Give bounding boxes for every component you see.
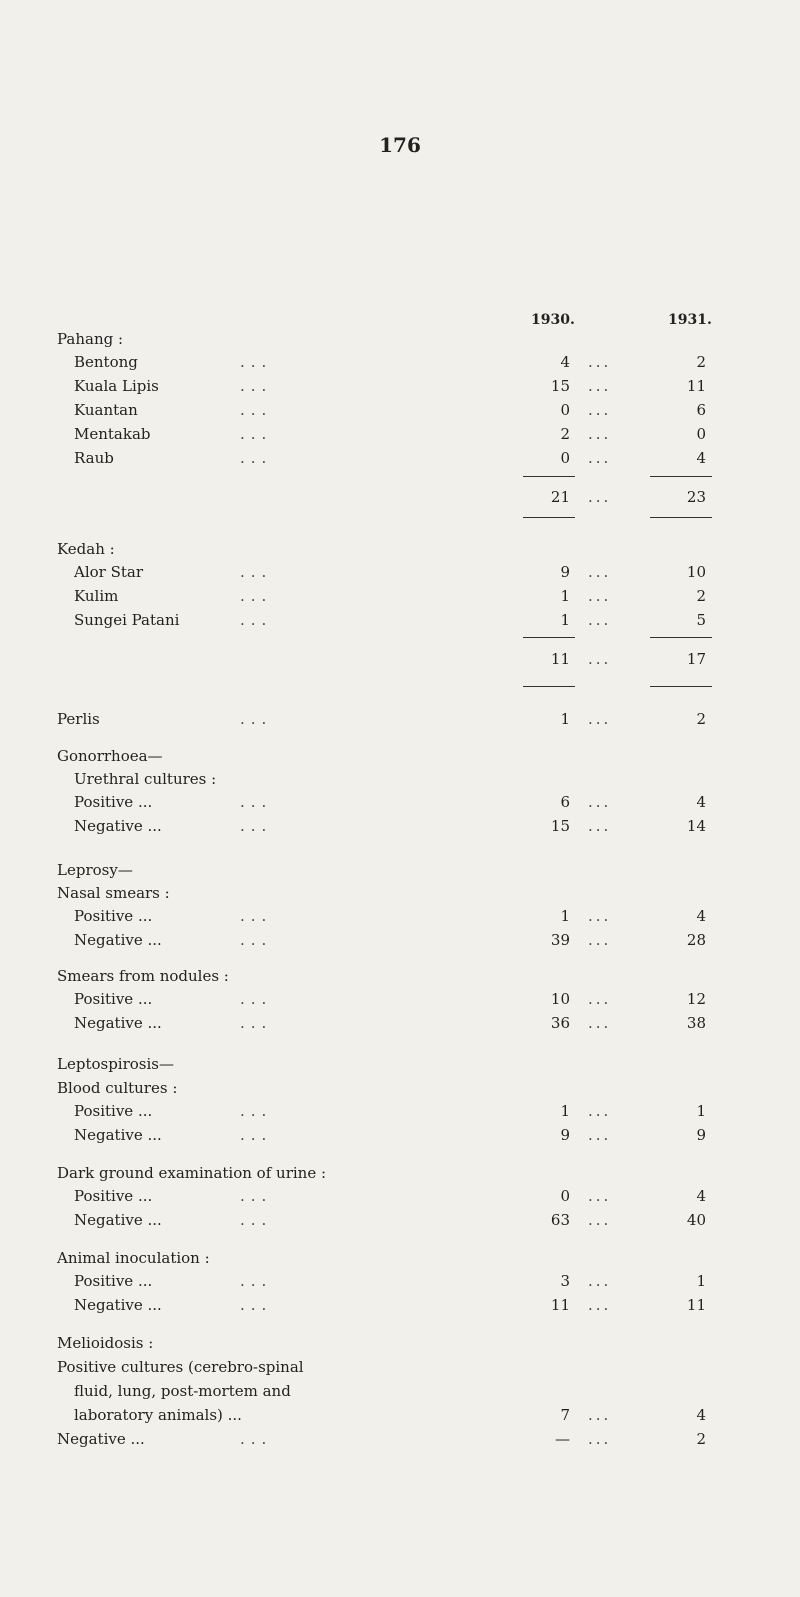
- table-row: Positive ... ... 6 ... 4: [74, 793, 706, 811]
- rule: [523, 686, 575, 687]
- table-row: Positive ... ... 1 ... 4: [74, 907, 706, 925]
- section-heading-kedah: Kedah :: [57, 540, 115, 558]
- section-heading-gonorrhoea: Gonorrhoea—: [57, 747, 163, 765]
- subheading: Blood cultures :: [57, 1079, 178, 1097]
- table-row: Bentong ... 4 ... 2: [74, 353, 706, 371]
- table-row: Negative ... ... 11 ... 11: [74, 1296, 706, 1314]
- description-line: Positive cultures (cerebro-spinal: [57, 1358, 304, 1376]
- column-header-1930: 1930.: [531, 312, 575, 328]
- table-row: Kuantan ... 0 ... 6: [74, 401, 706, 419]
- table-row: Negative ... ... 63 ... 40: [74, 1211, 706, 1229]
- subheading: Smears from nodules :: [57, 967, 229, 985]
- table-row: Positive ... ... 3 ... 1: [74, 1272, 706, 1290]
- table-row: Raub ... 0 ... 4: [74, 449, 706, 467]
- table-row: Positive ... ... 0 ... 4: [74, 1187, 706, 1205]
- table-row: Perlis ... 1 ... 2: [57, 710, 706, 728]
- page-number: 176: [379, 133, 421, 157]
- rule: [523, 517, 575, 518]
- total-row: 21 ... 23: [550, 488, 706, 506]
- rule: [650, 637, 712, 638]
- column-header-1931: 1931.: [668, 312, 712, 328]
- rule: [650, 476, 712, 477]
- section-heading-melioidosis: Melioidosis :: [57, 1334, 154, 1352]
- subheading: Nasal smears :: [57, 884, 170, 902]
- section-heading-pahang: Pahang :: [57, 330, 124, 348]
- table-row: Sungei Patani ... 1 ... 5: [74, 611, 706, 629]
- table-row: Negative ... ... 36 ... 38: [74, 1014, 706, 1032]
- table-row: Negative ... ... 15 ... 14: [74, 817, 706, 835]
- table-row: Positive ... ... 1 ... 1: [74, 1102, 706, 1120]
- table-row: Kuala Lipis ... 15 ... 11: [74, 377, 706, 395]
- table-row: Positive ... ... 10 ... 12: [74, 990, 706, 1008]
- table-row: Mentakab ... 2 ... 0: [74, 425, 706, 443]
- table-row: laboratory animals) ... 7 ... 4: [74, 1406, 706, 1424]
- section-heading-leptospirosis: Leptospirosis—: [57, 1055, 174, 1073]
- rule: [523, 476, 575, 477]
- section-heading-leprosy: Leprosy—: [57, 861, 133, 879]
- table-row: Negative ... ... — ... 2: [57, 1430, 706, 1448]
- table-row: Negative ... ... 39 ... 28: [74, 931, 706, 949]
- total-row: 11 ... 17: [550, 650, 706, 668]
- description-line: fluid, lung, post-mortem and: [74, 1382, 291, 1400]
- subheading: Animal inoculation :: [57, 1249, 210, 1267]
- rule: [650, 517, 712, 518]
- table-row: Kulim ... 1 ... 2: [74, 587, 706, 605]
- subheading: Dark ground examination of urine :: [57, 1164, 327, 1182]
- table-row: Negative ... ... 9 ... 9: [74, 1126, 706, 1144]
- rule: [650, 686, 712, 687]
- rule: [523, 637, 575, 638]
- subheading: Urethral cultures :: [74, 770, 217, 788]
- table-row: Alor Star ... 9 ... 10: [74, 563, 706, 581]
